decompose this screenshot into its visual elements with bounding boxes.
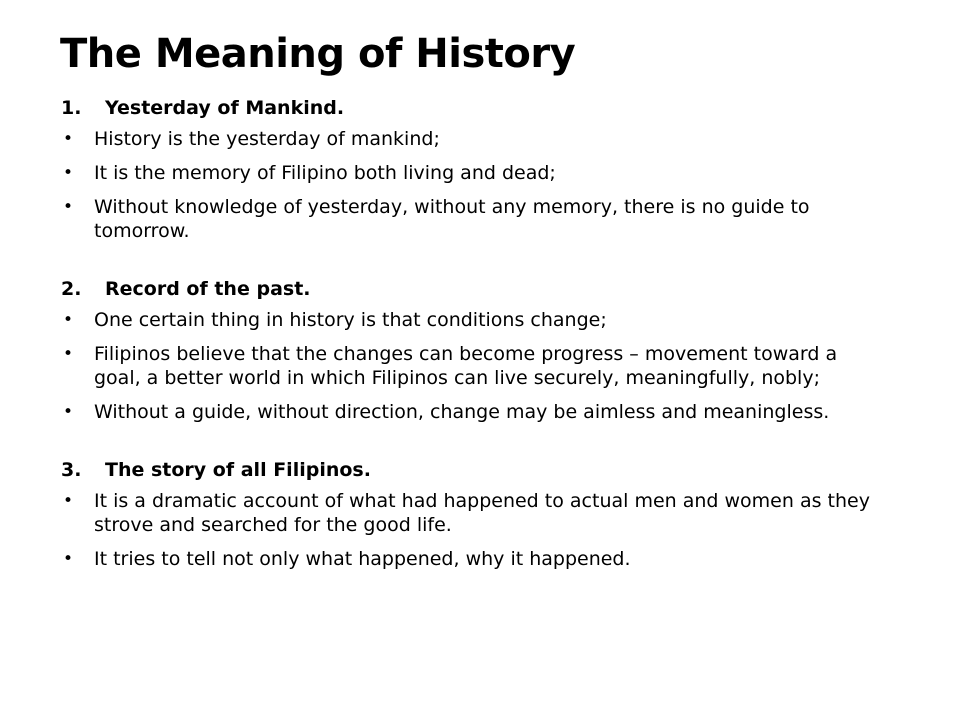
bullet-text: History is the yesterday of mankind;: [94, 128, 440, 150]
section-heading-2: [60, 277, 900, 301]
section-heading-text: The story of all Filipinos.: [105, 459, 371, 481]
bullet-item: [60, 547, 884, 571]
bullet-dot-icon: •: [63, 129, 74, 149]
bullet-item: [60, 161, 884, 185]
bullet-dot-icon: •: [63, 310, 74, 330]
section-heading-text: Yesterday of Mankind.: [105, 97, 345, 119]
bullet-item: [60, 342, 884, 390]
bullet-item: [60, 400, 884, 424]
bullet-dot-icon: •: [63, 197, 74, 217]
bullet-text: One certain thing in history is that conditions change;: [94, 309, 607, 331]
section-heading-3: [60, 458, 900, 482]
bullet-text: Filipinos believe that the changes can become progress – movement toward a goal, a better world in which Filipinos can live securely, meaningfully, nobly;: [94, 343, 838, 389]
section-number: 3.: [61, 459, 82, 481]
bullet-text: Without a guide, without direction, change may be aimless and meaningless.: [94, 401, 830, 423]
section-heading-1: [60, 96, 900, 120]
bullet-text: Without knowledge of yesterday, without any memory, there is no guide to tomorrow.: [94, 196, 810, 242]
bullet-text: It tries to tell not only what happened, why it happened.: [94, 548, 631, 570]
slide-content: [60, 96, 900, 571]
section-number: 1.: [61, 97, 82, 119]
bullet-dot-icon: •: [63, 549, 74, 569]
bullet-item: [60, 489, 884, 537]
bullet-item: [60, 127, 884, 151]
section-number: 2.: [61, 278, 82, 300]
bullet-text: It is the memory of Filipino both living and dead;: [94, 162, 556, 184]
slide-title: The Meaning of History: [60, 31, 576, 77]
bullet-dot-icon: •: [63, 491, 74, 511]
section-heading-text: Record of the past.: [105, 278, 311, 300]
bullet-dot-icon: •: [63, 163, 74, 183]
bullet-text: It is a dramatic account of what had happened to actual men and women as they strove and searched for the good life.: [94, 490, 870, 536]
bullet-item: [60, 195, 884, 243]
bullet-dot-icon: •: [63, 344, 74, 364]
bullet-dot-icon: •: [63, 402, 74, 422]
bullet-item: [60, 308, 884, 332]
